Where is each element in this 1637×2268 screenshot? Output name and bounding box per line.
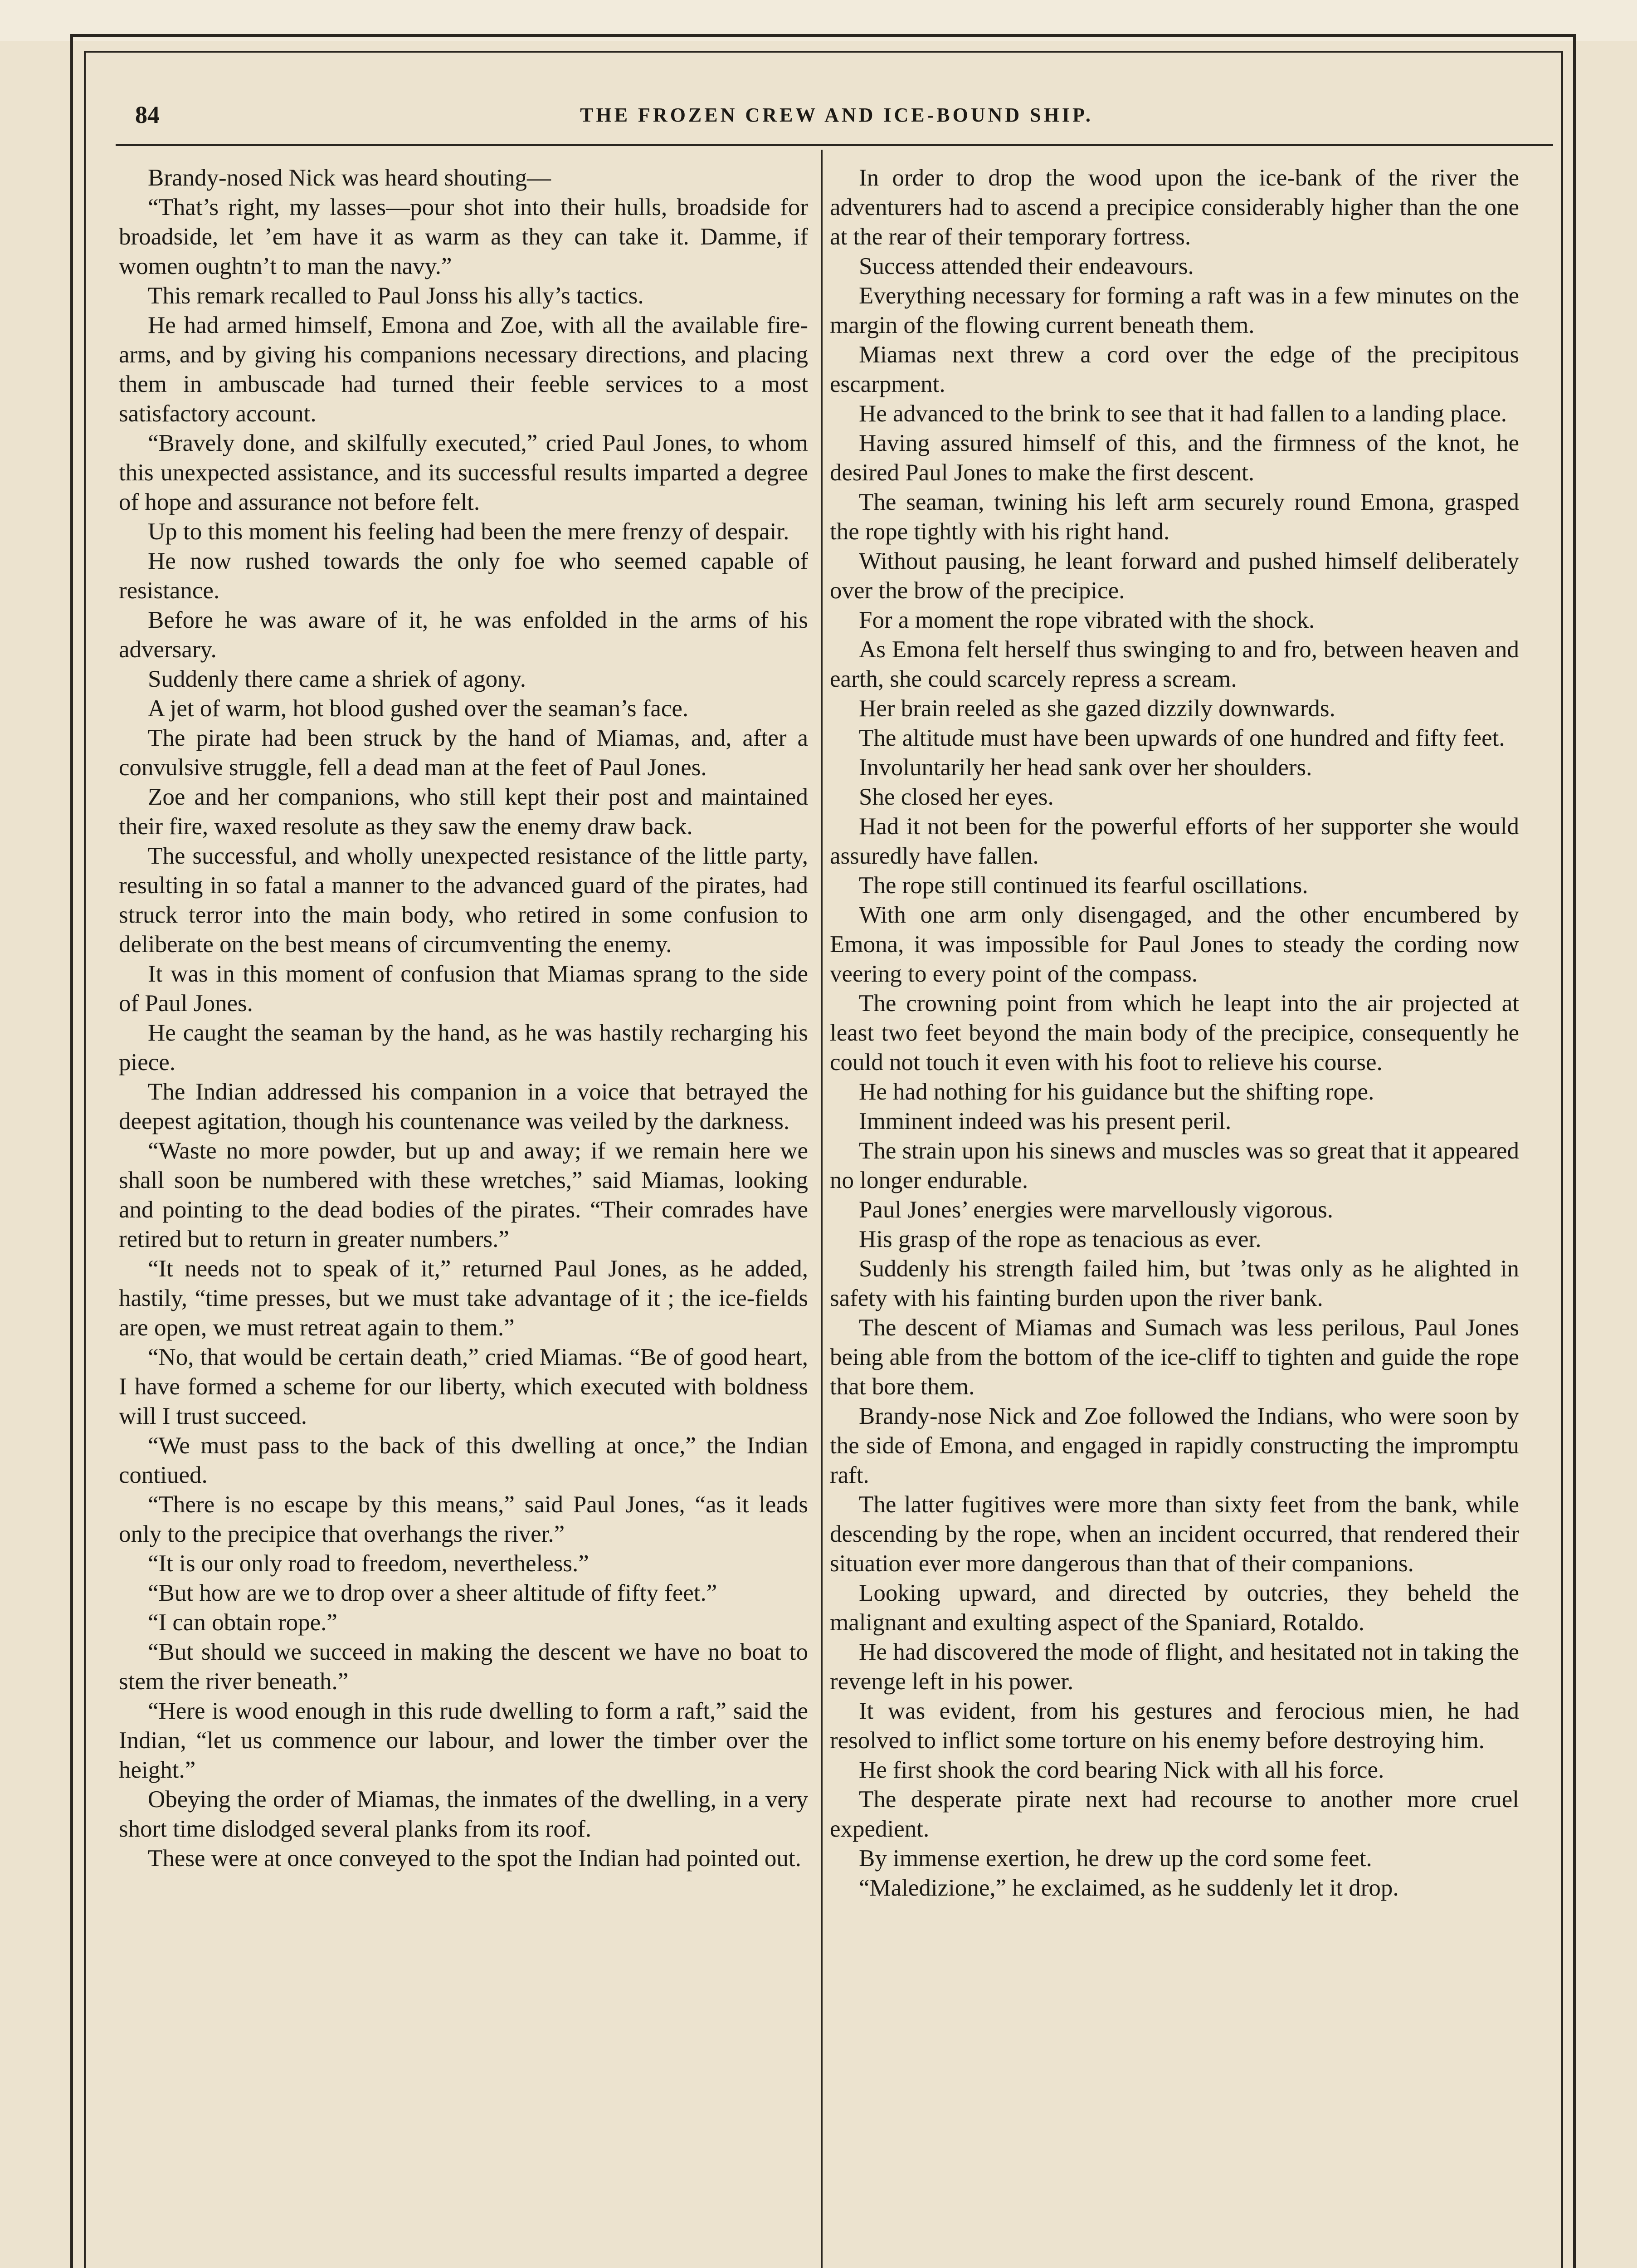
paragraph: These were at once conveyed to the spot the Indian had pointed out. — [148, 1845, 801, 1872]
right-column — [830, 163, 1519, 2268]
paragraph: “It needs not to speak of it,” returned Paul Jones, as he added, hastily, “time presses, but we must take advantage of it ; the ice-fields are open, we must retreat again to them.” — [119, 1256, 808, 1341]
paragraph: The altitude must have been upwards of one hundred and fifty feet. — [859, 725, 1505, 751]
paragraph: The desperate pirate next had recourse to another more cruel expedient. — [830, 1786, 1519, 1842]
paragraph: Obeying the order of Miamas, the inmates of the dwelling, in a very short time dislodged several planks from its roof. — [119, 1786, 808, 1842]
paragraph: “But should we succeed in making the descent we have no boat to stem the river beneath.” — [119, 1639, 808, 1695]
paragraph: He had nothing for his guidance but the shifting rope. — [859, 1079, 1374, 1105]
paragraph: He advanced to the brink to see that it had fallen to a landing place. — [859, 401, 1507, 427]
paragraph: The rope still continued its fearful oscillations. — [859, 872, 1308, 899]
paragraph: By immense exertion, he drew up the cord some feet. — [859, 1845, 1372, 1872]
paragraph: Miamas next threw a cord over the edge of the precipitous escarpment. — [830, 342, 1519, 397]
paragraph: Brandy-nose Nick and Zoe followed the Indians, who were soon by the side of Emona, and engaged in rapidly constructing the impromptu raft. — [830, 1403, 1519, 1488]
paragraph: The strain upon his sinews and muscles was so great that it appeared no longer endurable. — [830, 1138, 1519, 1193]
paragraph: Without pausing, he leant forward and pushed himself deliberately over the brow of the precipice. — [830, 548, 1519, 604]
paragraph: Zoe and her companions, who still kept their post and maintained their fire, waxed resolute as they saw the enemy draw back. — [119, 784, 808, 840]
paragraph: Imminent indeed was his present peril. — [859, 1108, 1232, 1134]
paragraph: The latter fugitives were more than sixty feet from the bank, while descending by the rope, when an incident occurred, that rendered their situation ever more dangerous than that of their companions. — [830, 1491, 1519, 1577]
paragraph: Up to this moment his feeling had been the mere frenzy of despair. — [148, 518, 789, 545]
paragraph: In order to drop the wood upon the ice-bank of the river the adventurers had to ascend a precipice considerably higher than the one at the rear of their temporary fortress. — [830, 165, 1519, 250]
paragraph: With one arm only disengaged, and the other encumbered by Emona, it was impossible for Paul Jones to steady the cording now veering to every point of the compass. — [830, 902, 1519, 987]
paragraph: “No, that would be certain death,” cried Miamas. “Be of good heart, I have formed a scheme for our liberty, which executed with boldness will I trust succeed. — [119, 1344, 808, 1429]
paragraph: He now rushed towards the only foe who seemed capable of resistance. — [119, 548, 808, 604]
paragraph: Looking upward, and directed by outcries, they beheld the malignant and exulting aspect of the Spaniard, Rotaldo. — [830, 1580, 1519, 1636]
paragraph: He first shook the cord bearing Nick with all his force. — [859, 1757, 1384, 1783]
paragraph: Everything necessary for forming a raft was in a few minutes on the margin of the flowing current beneath them. — [830, 283, 1519, 338]
column-divider — [821, 150, 823, 2268]
paragraph: The pirate had been struck by the hand of Miamas, and, after a convulsive struggle, fell a dead man at the feet of Paul Jones. — [119, 725, 808, 781]
paragraph: His grasp of the rope as tenacious as ever. — [859, 1226, 1262, 1252]
paragraph: Paul Jones’ energies were marvellously vigorous. — [859, 1197, 1334, 1223]
paragraph: It was in this moment of confusion that Miamas sprang to the side of Paul Jones. — [119, 961, 808, 1017]
paragraph: She closed her eyes. — [859, 784, 1054, 810]
paragraph: The successful, and wholly unexpected resistance of the little party, resulting in so fatal a manner to the advanced guard of the pirates, had struck terror into the main body, who retired in some confusion to deliberate on the best means of circumventing the enemy. — [119, 843, 808, 958]
paragraph: Having assured himself of this, and the firmness of the knot, he desired Paul Jones to make the first descent. — [830, 430, 1519, 486]
paragraph: Involuntarily her head sank over her shoulders. — [859, 754, 1312, 781]
paragraph: The descent of Miamas and Sumach was less perilous, Paul Jones being able from the bottom of the ice-cliff to tighten and guide the rope that bore them. — [830, 1315, 1519, 1400]
page-header — [122, 101, 1551, 142]
paragraph: Had it not been for the powerful efforts of her supporter she would assuredly have fallen. — [830, 813, 1519, 869]
paragraph: “But how are we to drop over a sheer altitude of fifty feet.” — [148, 1580, 717, 1606]
paragraph: He caught the seaman by the hand, as he was hastily recharging his piece. — [119, 1020, 808, 1075]
paragraph: “Maledizione,” he exclaimed, as he suddenly let it drop. — [859, 1875, 1399, 1901]
paragraph: For a moment the rope vibrated with the shock. — [859, 607, 1315, 633]
paragraph: As Emona felt herself thus swinging to and fro, between heaven and earth, she could scarcely repress a scream. — [830, 636, 1519, 692]
paragraph: “It is our only road to freedom, nevertheless.” — [148, 1550, 589, 1577]
page-number: 84 — [135, 101, 160, 128]
paragraph: “I can obtain rope.” — [148, 1609, 337, 1636]
paragraph: Before he was aware of it, he was enfolded in the arms of his adversary. — [119, 607, 808, 663]
paragraph: “That’s right, my lasses—pour shot into their hulls, broadside for broadside, let ’em have it as warm as they can take it. Damme, if women oughtn’t to man the navy.” — [119, 194, 808, 279]
running-title: THE FROZEN CREW AND ICE-BOUND SHIP. — [580, 104, 1093, 126]
paragraph: It was evident, from his gestures and ferocious mien, he had resolved to inflict some torture on his enemy before destroying him. — [830, 1698, 1519, 1754]
paragraph: “Waste no more powder, but up and away; if we remain here we shall soon be numbered with these wretches,” said Miamas, looking and pointing to the dead bodies of the pirates. “Their comrades have retired but to return in greater numbers.” — [119, 1138, 808, 1252]
paragraph: The crowning point from which he leapt into the air projected at least two feet beyond the main body of the precipice, consequently he could not touch it even with his foot to relieve his course. — [830, 990, 1519, 1075]
header-rule — [116, 144, 1553, 146]
paragraph: Her brain reeled as she gazed dizzily downwards. — [859, 695, 1335, 722]
paragraph: The seaman, twining his left arm securely round Emona, grasped the rope tightly with his right hand. — [830, 489, 1519, 545]
paragraph: He had armed himself, Emona and Zoe, with all the available fire-arms, and by giving his companions necessary directions, and placing them in ambuscade had turned their feeble services to a most satisfactory account. — [119, 312, 808, 427]
paragraph: Suddenly his strength failed him, but ’twas only as he alighted in safety with his fainting burden upon the river bank. — [830, 1256, 1519, 1311]
paragraph: “Here is wood enough in this rude dwelling to form a raft,” said the Indian, “let us commence our labour, and lower the timber over the height.” — [119, 1698, 808, 1783]
paragraph: Brandy-nosed Nick was heard shouting— — [148, 165, 551, 191]
paragraph: Success attended their endeavours. — [859, 253, 1194, 279]
paragraph: “We must pass to the back of this dwelling at once,” the Indian contiued. — [119, 1432, 808, 1488]
paragraph: The Indian addressed his companion in a voice that betrayed the deepest agitation, though his countenance was veiled by the darkness. — [119, 1079, 808, 1134]
paragraph: “There is no escape by this means,” said Paul Jones, “as it leads only to the precipice that overhangs the river.” — [119, 1491, 808, 1547]
left-column — [119, 163, 808, 2268]
paragraph: Suddenly there came a shriek of agony. — [148, 666, 526, 692]
paragraph: “Bravely done, and skilfully executed,” cried Paul Jones, to whom this unexpected assistance, and its successful results imparted a degree of hope and assurance not before felt. — [119, 430, 808, 515]
paragraph: He had discovered the mode of flight, and hesitated not in taking the revenge left in his power. — [830, 1639, 1519, 1695]
paragraph: This remark recalled to Paul Jonss his ally’s tactics. — [148, 283, 644, 309]
paragraph: A jet of warm, hot blood gushed over the seaman’s face. — [148, 695, 689, 722]
